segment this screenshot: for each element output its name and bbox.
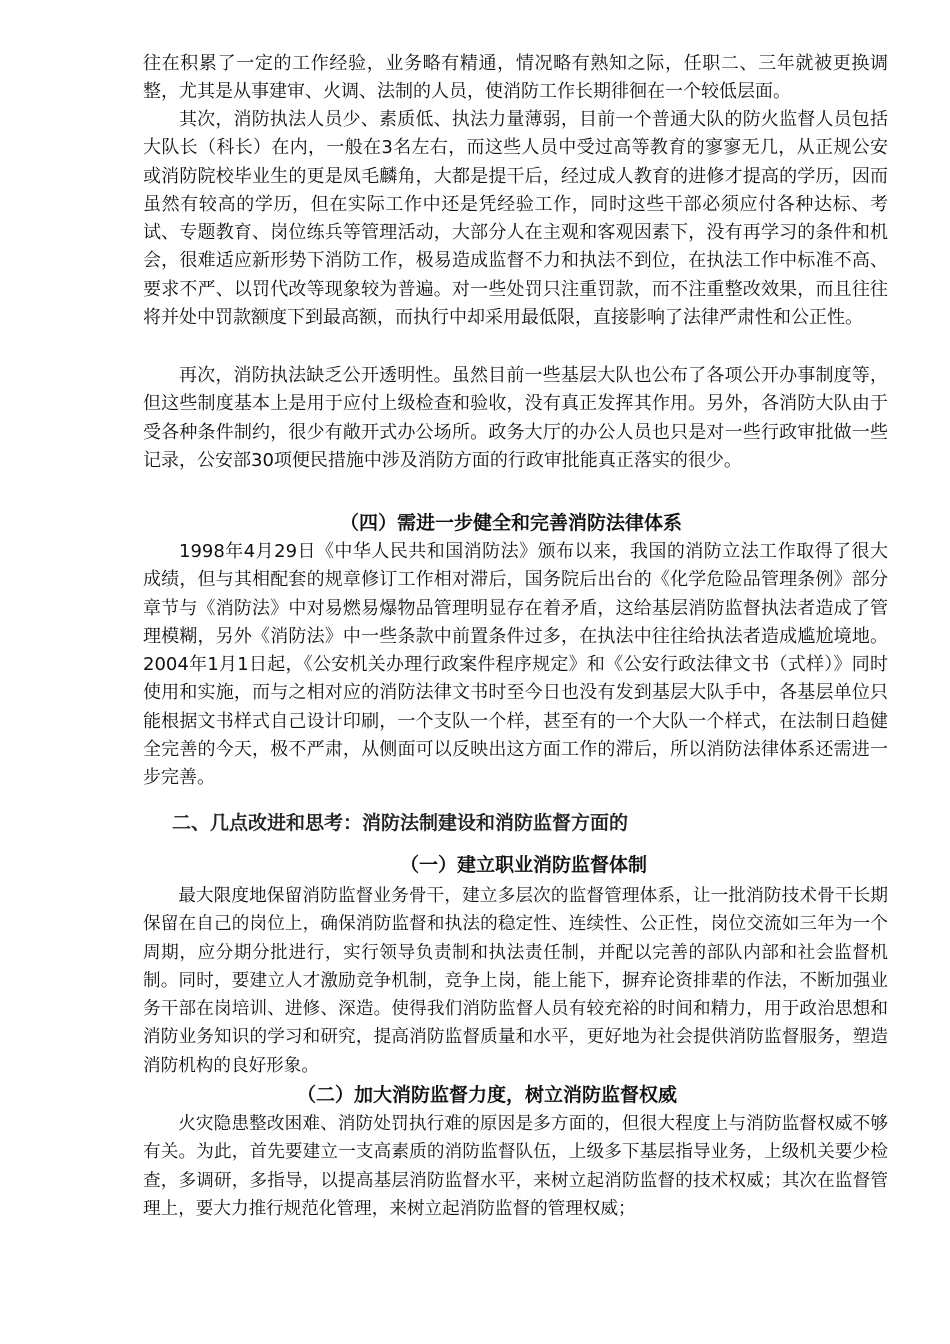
- heading-subsection-two: （二）加大消防监督力度，树立消防监督权威: [297, 1084, 678, 1106]
- paragraph-supervision-authority: 火灾隐患整改困难、消防处罚执行难的原因是多方面的，但很大程度上与消防监督权威不够有关。为此，首先要建立一支高素质的消防监督队伍，上级多下基层指导业务，上级机关要少检查，多调研，多指导，以提高基层消防监督水平，来树立起消防监督的技术权威；其次在监督管理上，要大力推行规范化管理，来树立起消防监督的管理权威；: [143, 1114, 888, 1219]
- heading-subsection-one: （一）建立职业消防监督体制: [400, 854, 648, 876]
- paragraph-continuation: 往在积累了一定的工作经验，业务略有精通，情况略有熟知之际，任职二、三年就被更换调整，尤其是从事建审、火调、法制的人员，使消防工作长期徘徊在一个较低层面。: [143, 53, 888, 103]
- paragraph-second-reason: 其次，消防执法人员少、素质低、执法力量薄弱，目前一个普通大队的防火监督人员包括大队长（科长）在内，一般在3名左右，而这些人员中受过高等教育的寥寥无几，从正规公安或消防院校毕业生的更是凤毛麟角，大都是提干后，经过成人教育的进修才提高的学历，因而虽然有较高的学历，但在实际工作中还是凭经验工作，同时这些干部必须应付各种达标、考试、专题教育、岗位练兵等管理活动，大部分人在主观和客观因素下，没有再学习的条件和机会，很难适应新形势下消防工作，极易造成监督不力和执法不到位，在执法工作中标准不高、要求不严、以罚代改等现象较为普遍。对一些处罚只注重罚款，而不注重整改效果，而且往往将并处中罚款额度下到最高额，而执行中却采用最低限，直接影响了法律严肃性和公正性。: [143, 109, 888, 329]
- paragraph-career-system: 最大限度地保留消防监督业务骨干，建立多层次的监督管理体系，让一批消防技术骨干长期保留在自己的岗位上，确保消防监督和执法的稳定性、连续性、公正性，岗位交流如三年为一个周期，应分期分批进行，实行领导负责制和执法责任制，并配以完善的部队内部和社会监督机制。同时，要建立人才激励竞争机制，竞争上岗，能上能下，摒弃论资排辈的作法，不断加强业务干部在岗培训、进修、深造。使得我们消防监督人员有较充裕的时间和精力，用于政治思想和消防业务知识的学习和研究，提高消防监督质量和水平，更好地为社会提供消防监督服务，塑造消防机构的良好形象。: [143, 886, 888, 1076]
- heading-section-four: （四）需进一步健全和完善消防法律体系: [340, 512, 683, 534]
- paragraph-third-reason: 再次，消防执法缺乏公开透明性。虽然目前一些基层大队也公布了各项公开办事制度等，但这些制度基本上是用于应付上级检查和验收，没有真正发挥其作用。另外，各消防大队由于受各种条件制约，很少有敞开式办公场所。政务大厅的办公人员也只是对一些行政审批做一些记录，公安部30项便民措施中涉及消防方面的行政审批能真正落实的很少。: [143, 365, 888, 471]
- heading-part-two: 二、几点改进和思考：消防法制建设和消防监督方面的: [172, 812, 629, 834]
- paragraph-fire-law: 1998年4月29日《中华人民共和国消防法》颁布以来，我国的消防立法工作取得了很大成绩，但与其相配套的规章修订工作相对滞后，国务院后出台的《化学危险品管理条例》部分章节与《消防法》中对易燃易爆物品管理明显存在着矛盾，这给基层消防监督执法者造成了管理模糊，另外《消防法》中一些条款中前置条件过多，在执法中往往给执法者造成尴尬境地。2004年1月1日起，《公安机关办理行政案件程序规定》和《公安行政法律文书（式样）》同时使用和实施，而与之相对应的消防法律文书时至今日也没有发到基层大队手中，各基层单位只能根据文书样式自己设计印刷，一个支队一个样，甚至有的一个大队一个样式，在法制日趋健全完善的今天，极不严肃，从侧面可以反映出这方面工作的滞后，所以消防法律体系还需进一步完善。: [143, 541, 888, 789]
